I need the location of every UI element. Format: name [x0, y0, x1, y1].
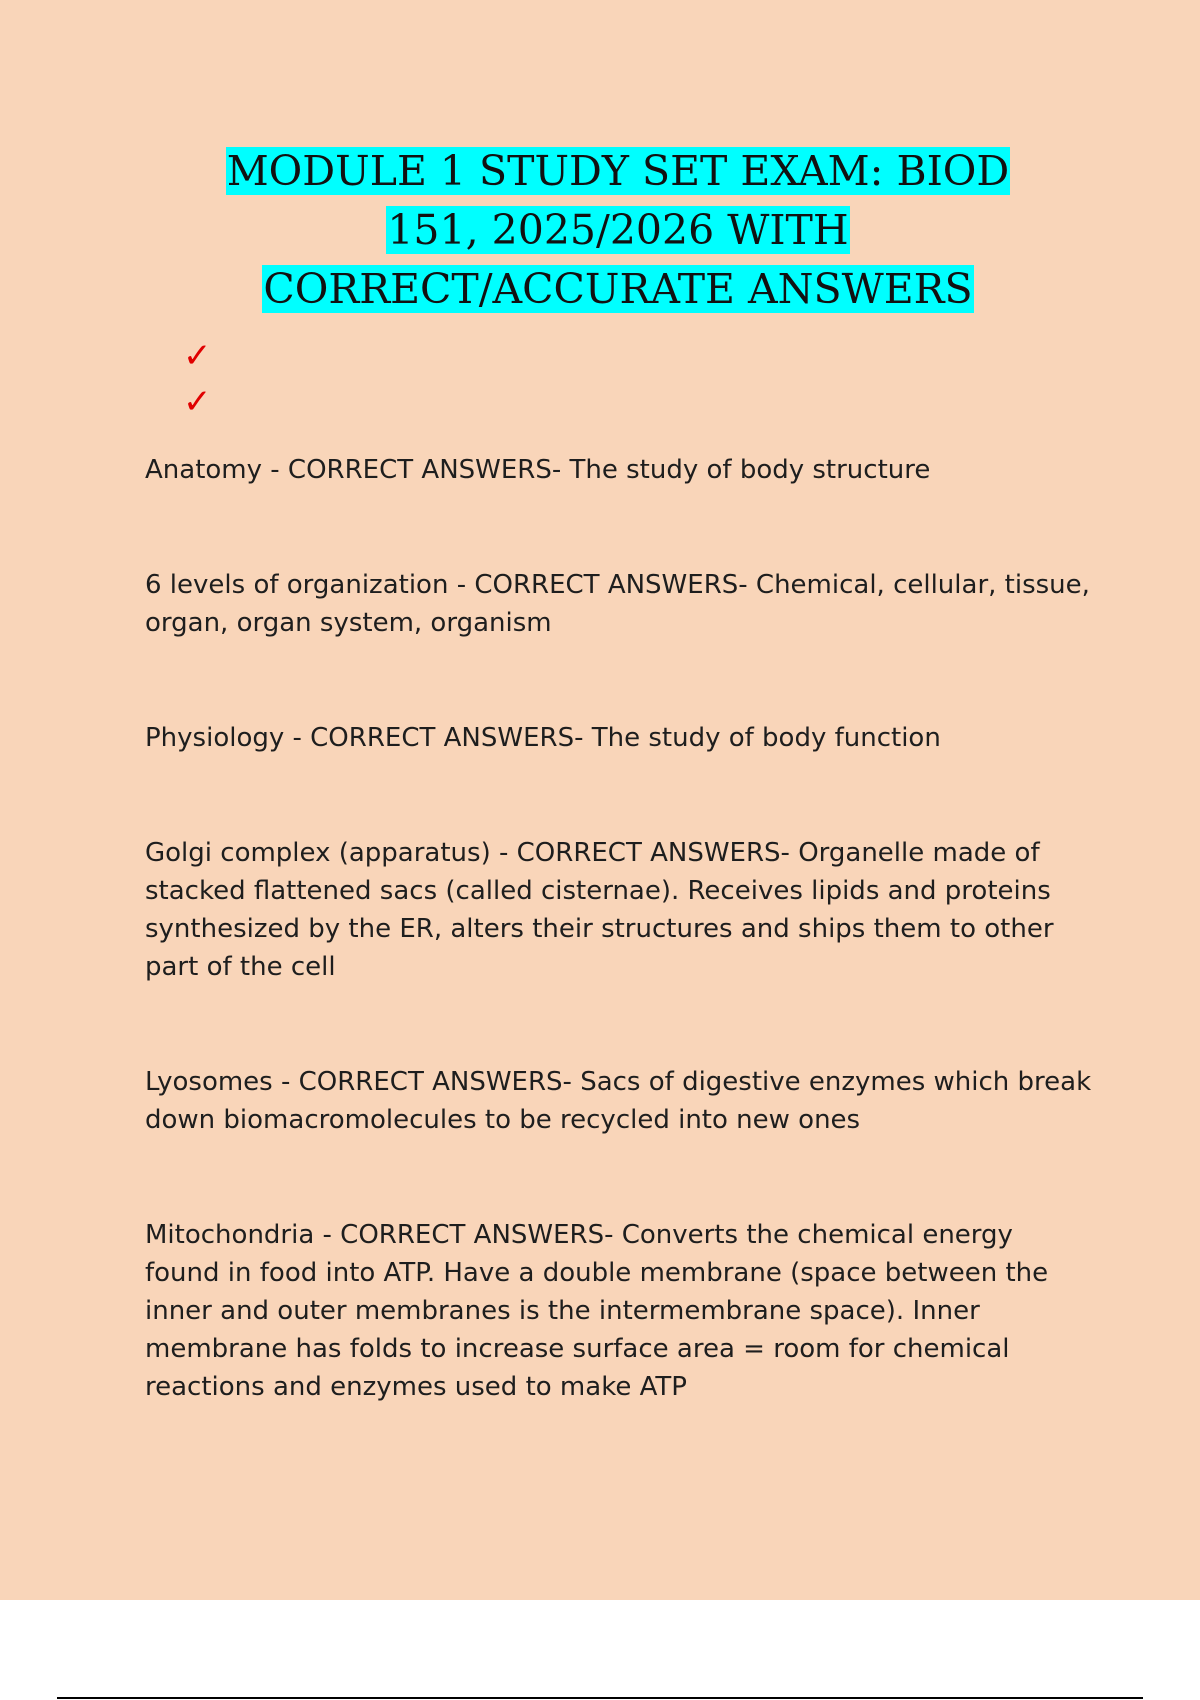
- title-line: MODULE 1 STUDY SET EXAM: BIOD: [226, 147, 1010, 195]
- checkmark-group: [183, 333, 212, 425]
- qa-item-golgi-complex: Golgi complex (apparatus) - CORRECT ANSWERS- Organelle made of stacked flattened sacs (called cisternae). Receives lipids and proteins synthesized by the ER, alters their structures and ships them to other part of the cell: [145, 838, 1054, 982]
- qa-list: [145, 451, 1095, 1406]
- qa-item-physiology: Physiology - CORRECT ANSWERS- The study of body function: [145, 723, 941, 753]
- qa-item-mitochondria: Mitochondria - CORRECT ANSWERS- Converts the chemical energy found in food into ATP. Have a double membrane (space between the inner and outer membranes is the intermembrane space). Inner membrane has folds to increase surface area = room for chemical reactions and enzymes used to make ATP: [145, 1220, 1049, 1402]
- qa-item-levels-of-organization: 6 levels of organization - CORRECT ANSWERS- Chemical, cellular, tissue, organ, organ system, organism: [145, 570, 1090, 638]
- title-line: 151, 2025/2026 WITH: [387, 206, 849, 254]
- checkmark-icon: ✓: [183, 336, 212, 376]
- document-title: [0, 142, 1200, 319]
- qa-item-anatomy: Anatomy - CORRECT ANSWERS- The study of body structure: [145, 455, 931, 485]
- qa-item-lysosomes: Lyosomes - CORRECT ANSWERS- Sacs of digestive enzymes which break down biomacromolecules to be recycled into new ones: [145, 1067, 1092, 1135]
- checkmark-icon: ✓: [183, 382, 212, 422]
- footer-divider: [57, 1697, 1143, 1699]
- title-line: CORRECT/ACCURATE ANSWERS: [263, 265, 973, 313]
